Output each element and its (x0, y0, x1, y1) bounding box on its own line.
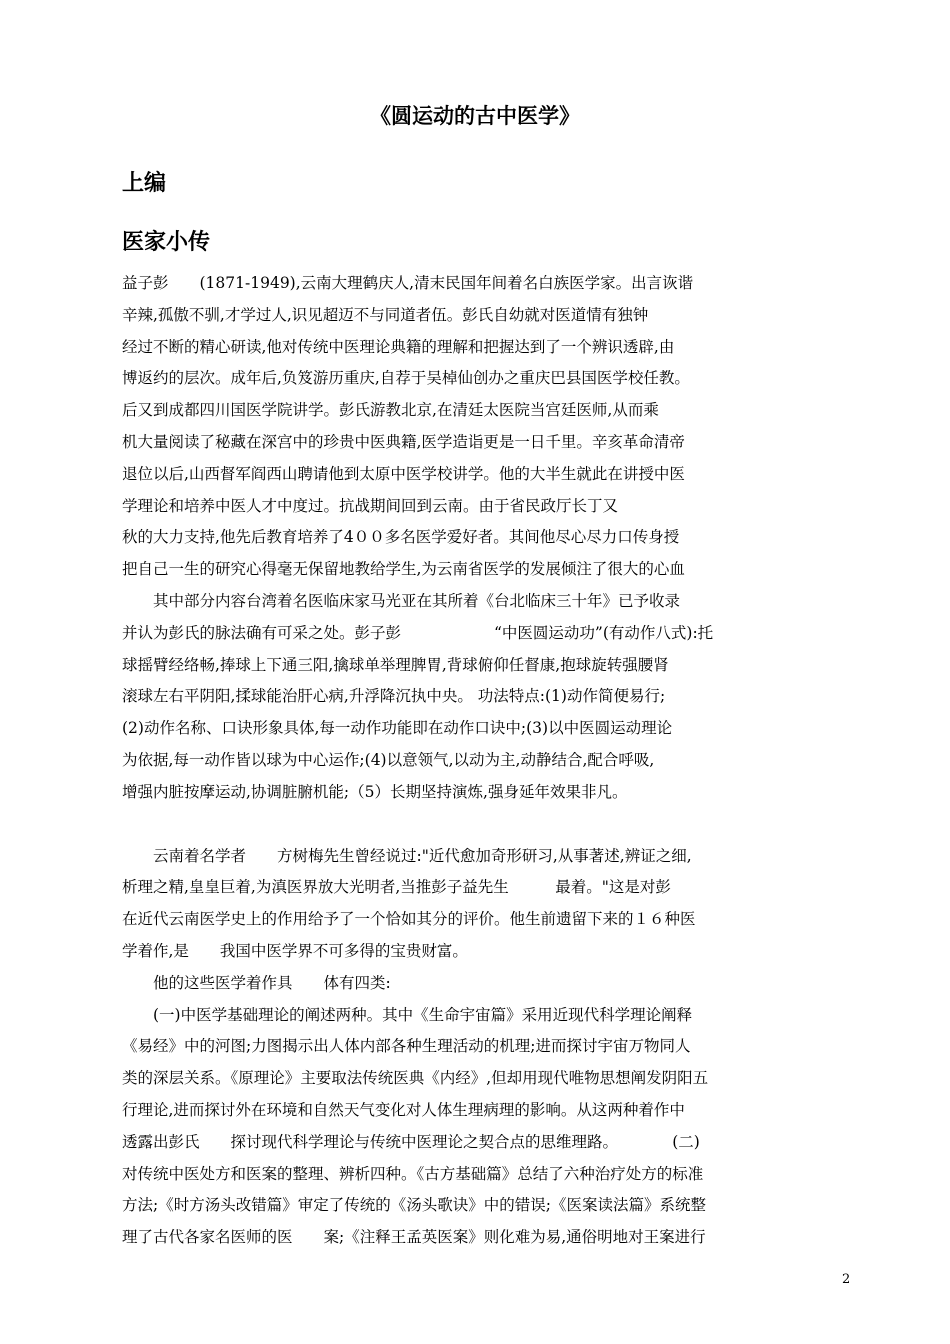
text-line: 益子彭 (1871-1949),云南大理鹤庆人,清末民国年间着名白族医学家。出言诙谐 (122, 274, 694, 292)
text-line: 把自己一生的研究心得毫无保留地教给学生,为云南省医学的发展倾注了很大的心血 (122, 560, 685, 579)
text-line: 《易经》中的河图;力图揭示出人体内部各种生理活动的机理;进而探讨宇宙万物同人 (122, 1037, 691, 1056)
text-line: 析理之精,皇皇巨着,为滇医界放大光明者,当推彭子益先生 最着。"这是对彭 (122, 878, 671, 897)
text-line: 云南着名学者 方树梅先生曾经说过:"近代愈加奇形研习,从事著述,辨证之细, (122, 846, 692, 865)
text-line: 对传统中医处方和医案的整理、辨析四种。《古方基础篇》总结了六种治疗处方的标准 (122, 1164, 704, 1183)
text-line: (一)中医学基础理论的阐述两种。其中《生命宇宙篇》采用近现代科学理论阐释 (122, 1005, 693, 1024)
section-heading: 上编 (122, 171, 167, 196)
text-line: 透露出彭氏 探讨现代科学理论与传统中医理论之契合点的思维理路。 (二) (122, 1132, 700, 1151)
text-line: 方法;《时方汤头改错篇》审定了传统的《汤头歌诀》中的错误;《医案读法篇》系统整 (122, 1196, 706, 1215)
text-line: 学着作,是 我国中医学界不可多得的宝贵财富。 (122, 941, 468, 960)
text-line: 辛辣,孤傲不驯,才学过人,识见超迈不与同道者伍。彭氏自幼就对医道情有独钟 (122, 305, 649, 324)
text-line: 滚球左右平阴阳,揉球能治肝心病,升浮降沉执中央。 功法特点:(1)动作简便易行; (122, 687, 666, 706)
text-line: (2)动作名称、口诀形象具体,每一动作功能即在动作口诀中;(3)以中医圆运动理论 (122, 719, 673, 738)
body-text (122, 268, 830, 1254)
text-line: 为依据,每一动作皆以球为中心运作;(4)以意领气,以动为主,动静结合,配合呼吸, (122, 750, 655, 769)
text-line: 行理论,进而探讨外在环境和自然天气变化对人体生理病理的影响。从这两种着作中 (122, 1100, 685, 1119)
document-title: 《圆运动的古中医学》 (370, 104, 580, 128)
page-number: 2 (842, 1272, 851, 1287)
text-line: 球摇臂经络畅,捧球上下通三阳,擒球单举理脾胃,背球俯仰任督康,抱球旋转强腰肾 (122, 655, 669, 674)
text-line: 增强内脏按摩运动,协调脏腑机能;（5）长期坚持演炼,强身延年效果非凡。 (122, 782, 628, 801)
text-line: 后又到成都四川国医学院讲学。彭氏游教北京,在清廷太医院当宫廷医师,从而乘 (122, 401, 659, 420)
text-line: 并认为彭氏的脉法确有可采之处。彭子彭 “中医圆运动功”(有动作八式):托 (122, 623, 714, 642)
text-line: 机大量阅读了秘藏在深宫中的珍贵中医典籍,医学造诣更是一日千里。辛亥革命清帝 (122, 432, 685, 451)
text-line: 退位以后,山西督军阎西山聘请他到太原中医学校讲学。他的大半生就此在讲授中医 (122, 464, 685, 483)
text-line: 博返约的层次。成年后,负笈游历重庆,自荐于吴棹仙创办之重庆巴县国医学校任教。 (122, 369, 690, 388)
text-line: 经过不断的精心研读,他对传统中医理论典籍的理解和把握达到了一个辨识透辟,由 (122, 337, 675, 356)
text-line: 秋的大力支持,他先后教育培养了4００多名医学爱好者。其间他尽心尽力口传身授 (122, 528, 680, 547)
text-line: 理了古代各家名医师的医 案;《注释王孟英医案》则化难为易,通俗明地对王案进行 (122, 1228, 706, 1247)
text-line: 其中部分内容台湾着名医临床家马光亚在其所着《台北临床三十年》已予收录 (122, 591, 681, 610)
text-line: 类的深层关系。《原理论》主要取法传统医典《内经》,但却用现代唯物思想阐发阴阳五 (122, 1069, 709, 1088)
text-line: 学理论和培养中医人才中度过。抗战期间回到云南。由于省民政厅长丁又 (122, 496, 619, 515)
text-line (122, 809, 830, 841)
text-line: 他的这些医学着作具 体有四类: (122, 973, 391, 992)
subsection-heading: 医家小传 (122, 230, 211, 255)
text-line: 在近代云南医学史上的作用给予了一个恰如其分的评价。他生前遗留下来的１６种医 (122, 910, 696, 929)
